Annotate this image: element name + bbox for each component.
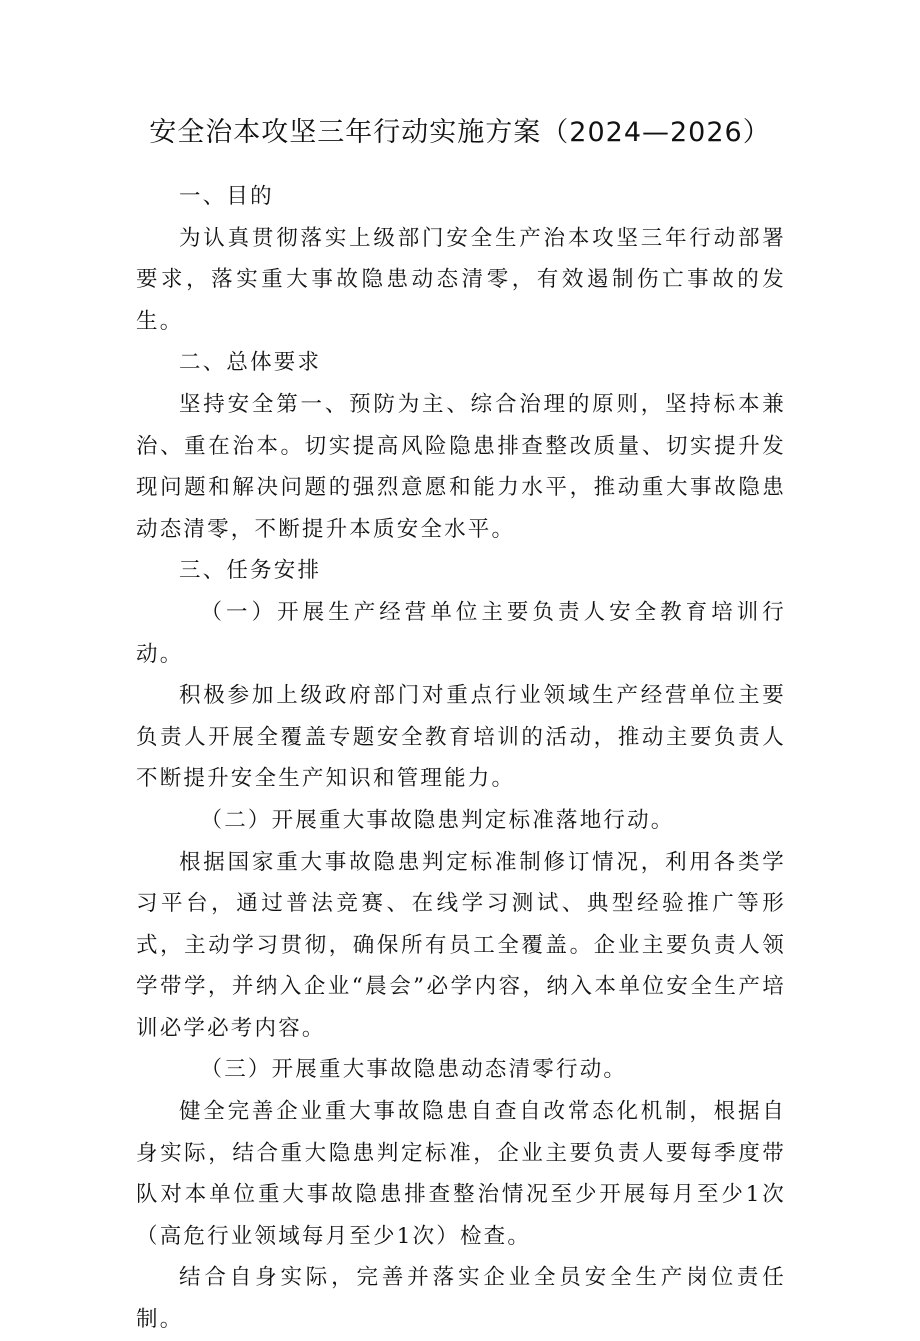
document-body (136, 176, 786, 1341)
paragraph-purpose: 为认真贯彻落实上级部门安全生产治本攻坚三年行动部署要求，落实重大事故隐患动态清零，有效遏制伤亡事故的发生。 (136, 225, 786, 334)
paragraph-task-3-responsibility: 结合自身实际，完善并落实企业全员安全生产岗位责任制。 (136, 1265, 786, 1333)
document-title: 安全治本攻坚三年行动实施方案（2024—2026） (149, 117, 771, 148)
subheading-task-3: （三）开展重大事故隐患动态清零行动。 (200, 1057, 628, 1083)
section-heading-purpose: 一、目的 (179, 184, 274, 209)
paragraph-general-requirements: 坚持安全第一、预防为主、综合治理的原则，坚持标本兼治、重在治本。切实提高风险隐患排查整改质量、切实提升发现问题和解决问题的强烈意愿和能力水平，推动重大事故隐患动态清零，不断提升本质安全水平。 (136, 391, 786, 542)
subheading-task-2: （二）开展重大事故隐患判定标准落地行动。 (200, 807, 675, 833)
paragraph-task-3: 健全完善企业重大事故隐患自查自改常态化机制，根据自身实际，结合重大隐患判定标准，企业主要负责人要每季度带队对本单位重大事故隐患排查整治情况至少开展每月至少1次（高危行业领域每月至少1次）检查。 (136, 1099, 786, 1249)
section-heading-task-arrangement: 三、任务安排 (179, 558, 322, 584)
subheading-task-1: （一）开展生产经营单位主要负责人安全教育培训行动。 (136, 599, 786, 667)
paragraph-task-1: 积极参加上级政府部门对重点行业领域生产经营单位主要负责人开展全覆盖专题安全教育培训的活动，推动主要负责人不断提升安全生产知识和管理能力。 (136, 683, 786, 792)
section-heading-general-requirements: 二、总体要求 (179, 350, 322, 376)
paragraph-task-2: 根据国家重大事故隐患判定标准制修订情况，利用各类学习平台，通过普法竞赛、在线学习测试、典型经验推广等形式，主动学习贯彻，确保所有员工全覆盖。企业主要负责人领学带学，并纳入企业“晨会”必学内容，纳入本单位安全生产培训必学必考内容。 (136, 849, 786, 1041)
